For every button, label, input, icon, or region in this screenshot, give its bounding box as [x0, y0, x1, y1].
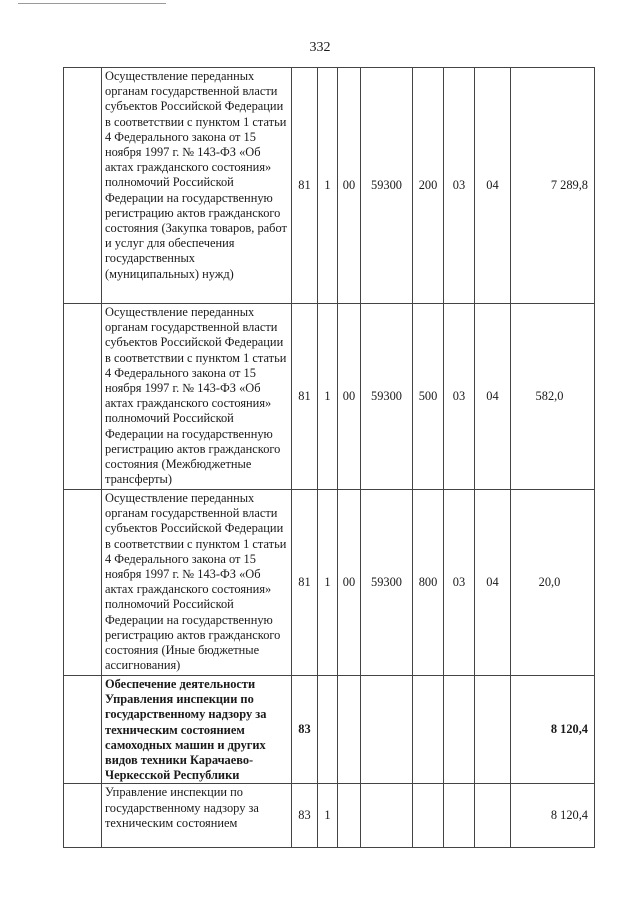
expense-type-cell: 200 — [413, 68, 444, 304]
amount-cell: 582,0 — [511, 304, 595, 490]
amount-cell: 20,0 — [511, 490, 595, 676]
expense-type-cell — [413, 676, 444, 784]
direction-code-cell — [361, 676, 413, 784]
direction-code-cell: 59300 — [361, 304, 413, 490]
table-row — [64, 784, 595, 848]
header-rule — [18, 3, 166, 4]
program-code-cell: 1 — [318, 784, 338, 848]
table-row — [64, 676, 595, 784]
subprogram-code-cell: 00 — [338, 68, 361, 304]
budget-table — [63, 67, 595, 848]
subsection-cell: 04 — [475, 304, 511, 490]
table-row — [64, 490, 595, 676]
direction-code-cell — [361, 784, 413, 848]
subprogram-code-cell: 00 — [338, 304, 361, 490]
expense-type-cell — [413, 784, 444, 848]
ministry-code-cell: 81 — [292, 68, 318, 304]
description-cell: Осуществление переданных органам государственной власти субъектов Российской Федерации в соответствии с пунктом 1 статьи 4 Федерального закона от 15 ноября 1997 г. № 143-ФЗ «Об актах гражданского состояния» полномочий Российской Федерации на государственную регистрацию актов гражданского состояния (Межбюджетные трансферты) — [102, 304, 292, 490]
row-number-cell — [64, 68, 102, 304]
expense-type-cell: 800 — [413, 490, 444, 676]
subprogram-code-cell — [338, 676, 361, 784]
table-row — [64, 68, 595, 304]
description-cell: Осуществление переданных органам государственной власти субъектов Российской Федерации в соответствии с пунктом 1 статьи 4 Федерального закона от 15 ноября 1997 г. № 143-ФЗ «Об актах гражданского состояния» полномочий Российской Федерации на государственную регистрацию актов гражданского состояния (Закупка товаров, работ и услуг для обеспечения государственных (муниципальных) нужд) — [102, 68, 292, 304]
program-code-cell: 1 — [318, 68, 338, 304]
amount-cell: 8 120,4 — [511, 784, 595, 848]
table-row — [64, 304, 595, 490]
subsection-cell — [475, 676, 511, 784]
section-cell: 03 — [444, 68, 475, 304]
direction-code-cell: 59300 — [361, 68, 413, 304]
section-cell — [444, 676, 475, 784]
row-number-cell — [64, 784, 102, 848]
amount-cell: 8 120,4 — [511, 676, 595, 784]
section-cell — [444, 784, 475, 848]
program-code-cell: 1 — [318, 490, 338, 676]
section-cell: 03 — [444, 490, 475, 676]
program-code-cell — [318, 676, 338, 784]
description-cell: Обеспечение деятельности Управления инспекции по государственному надзору за техническим состоянием самоходных машин и других видов техники Карачаево-Черкесской Республики — [102, 676, 292, 784]
description-cell: Управление инспекции по государственному надзору за техническим состоянием — [102, 784, 292, 848]
subsection-cell — [475, 784, 511, 848]
subsection-cell: 04 — [475, 490, 511, 676]
program-code-cell: 1 — [318, 304, 338, 490]
subsection-cell: 04 — [475, 68, 511, 304]
page-number: 332 — [309, 40, 331, 55]
amount-cell: 7 289,8 — [511, 68, 595, 304]
subprogram-code-cell — [338, 784, 361, 848]
ministry-code-cell: 81 — [292, 304, 318, 490]
description-cell: Осуществление переданных органам государственной власти субъектов Российской Федерации в соответствии с пунктом 1 статьи 4 Федерального закона от 15 ноября 1997 г. № 143-ФЗ «Об актах гражданского состояния» полномочий Российской Федерации на государственную регистрацию актов гражданского состояния (Иные бюджетные ассигнования) — [102, 490, 292, 676]
ministry-code-cell: 83 — [292, 784, 318, 848]
ministry-code-cell: 81 — [292, 490, 318, 676]
row-number-cell — [64, 676, 102, 784]
direction-code-cell: 59300 — [361, 490, 413, 676]
row-number-cell — [64, 304, 102, 490]
row-number-cell — [64, 490, 102, 676]
expense-type-cell: 500 — [413, 304, 444, 490]
ministry-code-cell: 83 — [292, 676, 318, 784]
section-cell: 03 — [444, 304, 475, 490]
subprogram-code-cell: 00 — [338, 490, 361, 676]
